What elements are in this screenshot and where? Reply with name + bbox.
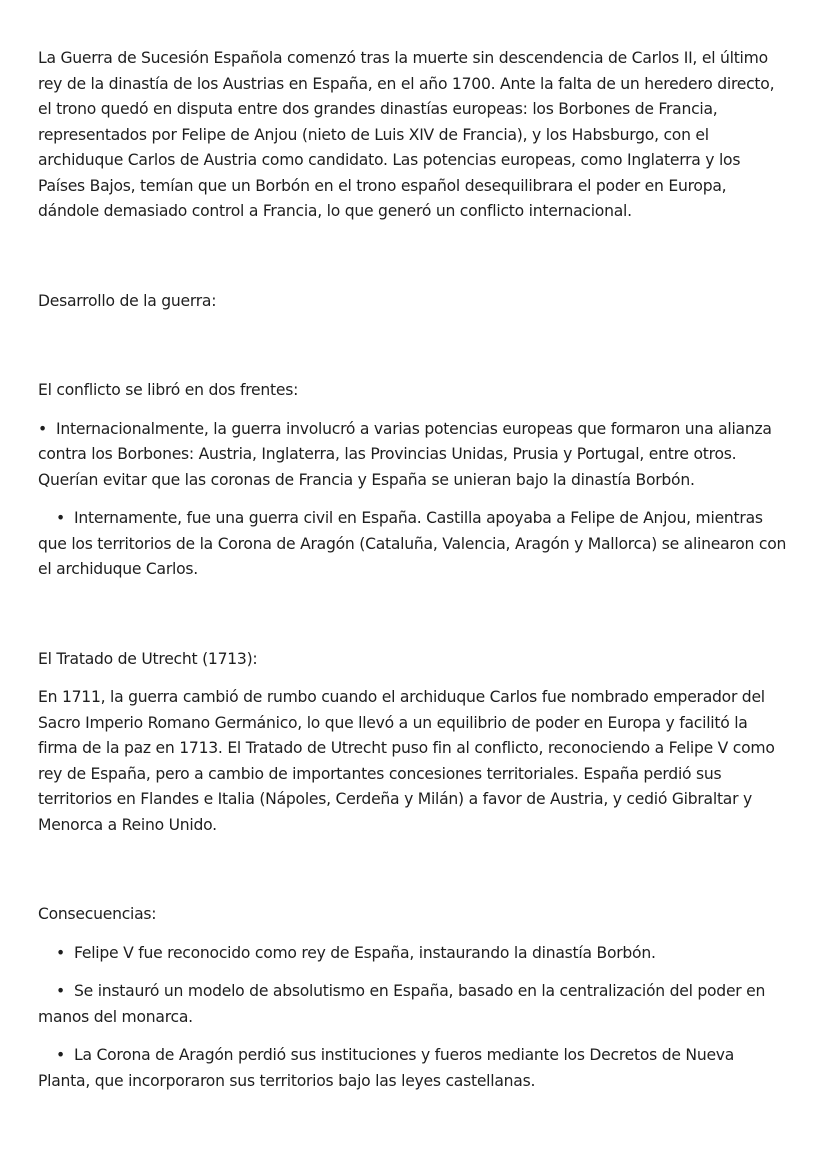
- heading-consecuencias: Consecuencias:: [38, 905, 157, 923]
- bullet-marker: •: [56, 1046, 65, 1064]
- consecuencia-item: [38, 1043, 790, 1094]
- bullet-marker: •: [38, 419, 47, 438]
- heading-utrecht: El Tratado de Utrecht (1713):: [38, 649, 258, 668]
- consecuencia-text: Felipe V fue reconocido como rey de España, instaurando la dinastía Borbón.: [74, 943, 656, 962]
- bullet-internacional-text: Internacionalmente, la guerra involucró a varias potencias europeas que formaron una alianza contra los Borbones: Austria, Inglaterra, las Provincias Unidas, Prusia y Portugal, entre otros. Querían evitar que las coronas de Francia y España se unieran bajo la dinastía Borbón.: [38, 419, 772, 489]
- consecuencia-item: [38, 979, 790, 1030]
- bullet-interno-text: Internamente, fue una guerra civil en España. Castilla apoyaba a Felipe de Anjou, mientras que los territorios de la Corona de Aragón (Cataluña, Valencia, Aragón y Mallorca) se alinearon con el archiduque Carlos.: [38, 509, 787, 578]
- intro-paragraph: La Guerra de Sucesión Española comenzó tras la muerte sin descendencia de Carlos II, el último rey de la dinastía de los Austrias en España, en el año 1700. Ante la falta de un heredero directo, el trono quedó en disputa entre dos grandes dinastías europeas: los Borbones de Francia, representados por Felipe de Anjou (nieto de Luis XIV de Francia), y los Habsburgo, con el archiduque Carlos de Austria como candidato. Las potencias europeas, como Inglaterra y los Países Bajos, temían que un Borbón en el trono español desequilibrara el poder en Europa, dándole demasiado control a Francia, lo que generó un conflicto internacional.: [38, 49, 775, 220]
- consecuencia-text: Se instauró un modelo de absolutismo en España, basado en la centralización del poder en manos del monarca.: [38, 982, 766, 1026]
- bullet-interno: [38, 506, 790, 583]
- bullet-marker: •: [56, 509, 65, 527]
- bullet-marker: •: [56, 943, 65, 962]
- bullet-marker: •: [56, 982, 65, 1000]
- document-body: [38, 46, 790, 1107]
- utrecht-paragraph: En 1711, la guerra cambió de rumbo cuando el archiduque Carlos fue nombrado emperador del Sacro Imperio Romano Germánico, lo que llevó a un equilibrio de poder en Europa y facilitó la firma de la paz en 1713. El Tratado de Utrecht puso fin al conflicto, reconociendo a Felipe V como rey de España, pero a cambio de importantes concesiones territoriales. España perdió sus territorios en Flandes e Italia (Nápoles, Cerdeña y Milán) a favor de Austria, y cedió Gibraltar y Menorca a Reino Unido.: [38, 688, 775, 834]
- consecuencia-text: La Corona de Aragón perdió sus instituciones y fueros mediante los Decretos de Nueva Planta, que incorporaron sus territorios bajo las leyes castellanas.: [38, 1046, 735, 1090]
- consecuencia-item: [38, 941, 790, 967]
- bullet-internacional: [38, 417, 790, 494]
- frentes-intro: El conflicto se libró en dos frentes:: [38, 381, 299, 399]
- heading-desarrollo: Desarrollo de la guerra:: [38, 291, 217, 310]
